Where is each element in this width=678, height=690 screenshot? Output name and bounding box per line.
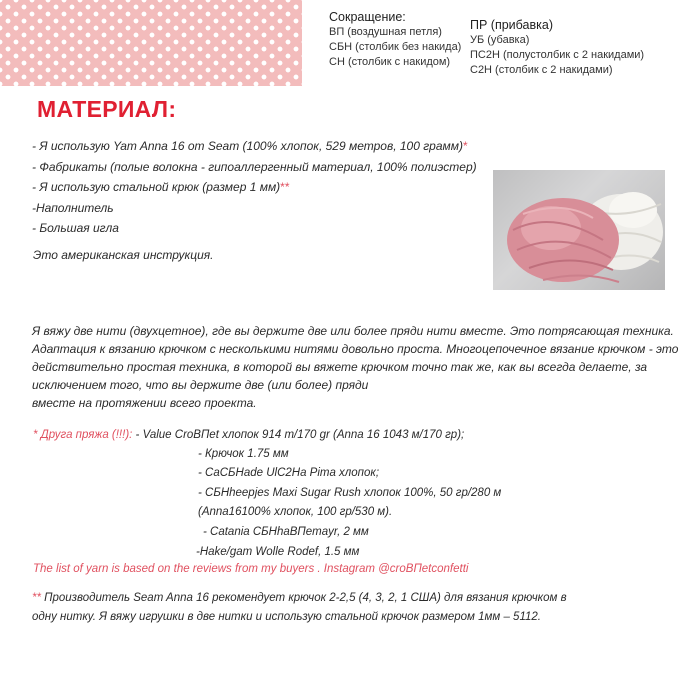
- list-item: [32, 198, 487, 219]
- list-item: [32, 157, 487, 178]
- abbreviation-item: СН (столбик с накидом): [329, 56, 451, 68]
- yarn-line: -Hake/gam Wolle Rodef, 1.5 мм: [196, 546, 360, 558]
- abbreviations-heading: Сокращение:: [329, 10, 406, 24]
- abbreviation-item: СБН (столбик без накида): [329, 41, 462, 53]
- material-text: - Я использую стальной крюк (размер 1 мм): [32, 180, 281, 194]
- yarn-line: (Anna16100% хлопок, 100 гр/530 м).: [198, 506, 393, 518]
- material-text: - Большая игла: [32, 221, 119, 235]
- yarn-line: - Value CroВПet хлопок 914 m/170 gr (Anna 16 1043 м/170 гр);: [132, 429, 465, 441]
- other-yarn-label: * Друга пряжа (!!!):: [33, 429, 133, 441]
- yarn-line: - CaСБНade UlC2Ha Pima хлопок;: [198, 467, 380, 479]
- section-title: МАТЕРИАЛ:: [37, 96, 177, 122]
- reviews-note: The list of yarn is based on the reviews from my buyers . Instagram @croВПetconfetti: [33, 563, 469, 575]
- footnote-mark: *: [462, 139, 468, 153]
- paragraph-line: вместе на протяжении всего проекта.: [32, 396, 257, 410]
- yarn-photo: [493, 170, 665, 290]
- paragraph-line: действительно простая техника, в которой вы вяжете крючком точно так же, как вы всегда делаете, за: [32, 360, 648, 374]
- abbreviation-item: С2Н (столбик с 2 накидами): [470, 64, 613, 76]
- abbreviation-item: ВП (воздушная петля): [329, 26, 442, 38]
- yarn-line: - СБНheepjes Maxi Sugar Rush хлопок 100%, 50 гр/280 м: [198, 487, 502, 499]
- material-text: - Я использую Yam Anna 16 от Seam (100% хлопок, 529 метров, 100 грамм): [32, 139, 463, 153]
- paragraph-line: Адаптация к вязанию крючком с несколькими нитями довольно проста. Многоцепочечное вязание крючком - это: [32, 342, 678, 356]
- yarn-balls-illustration: [493, 170, 665, 290]
- list-item: [32, 136, 487, 157]
- technique-paragraph: [32, 322, 678, 412]
- polka-dot-banner: [0, 0, 302, 86]
- footnote-line: одну нитку. Я вяжу игрушки в две нитки и использую стальной крючок размером 1мм – 5112.: [32, 611, 541, 623]
- material-text: - Фабрикаты (полые волокна - гипоаллергенный материал, 100% полиэстер): [32, 159, 477, 174]
- abbreviation-item: ПС2Н (полустолбик с 2 накидами): [470, 49, 645, 61]
- list-item: [32, 218, 487, 239]
- yarn-line: - Крючок 1.75 мм: [198, 448, 289, 460]
- abbreviation-item: ПР (прибавка): [470, 18, 553, 32]
- abbreviations-right: [470, 18, 644, 78]
- materials-list: [32, 136, 487, 239]
- yarn-line: - Catania СБНhaВПemayr, 2 мм: [203, 526, 369, 538]
- list-item: [32, 177, 487, 198]
- footnote-mark: **: [280, 180, 290, 194]
- paragraph-line: Я вяжу две нити (двухцетное), где вы держите две или более пряди нити вместе. Это потрясающая техника.: [32, 324, 674, 338]
- footnote-line: [32, 589, 652, 608]
- instruction-note: Это американская инструкция.: [33, 248, 214, 262]
- abbreviation-item: УБ (убавка): [470, 34, 530, 46]
- material-text: -Наполнитель: [32, 200, 114, 215]
- paragraph-line: исключением того, что вы держите две (или более) пряди: [32, 378, 369, 392]
- footnote-text: Производитель Seam Anna 16 рекомендует крючок 2-2,5 (4, 3, 2, 1 США) для вязания крючком в: [40, 592, 567, 604]
- other-yarn-header: [33, 426, 464, 445]
- footnote: [32, 589, 652, 627]
- footnote-mark: **: [32, 592, 41, 604]
- abbreviations-left: [329, 10, 461, 70]
